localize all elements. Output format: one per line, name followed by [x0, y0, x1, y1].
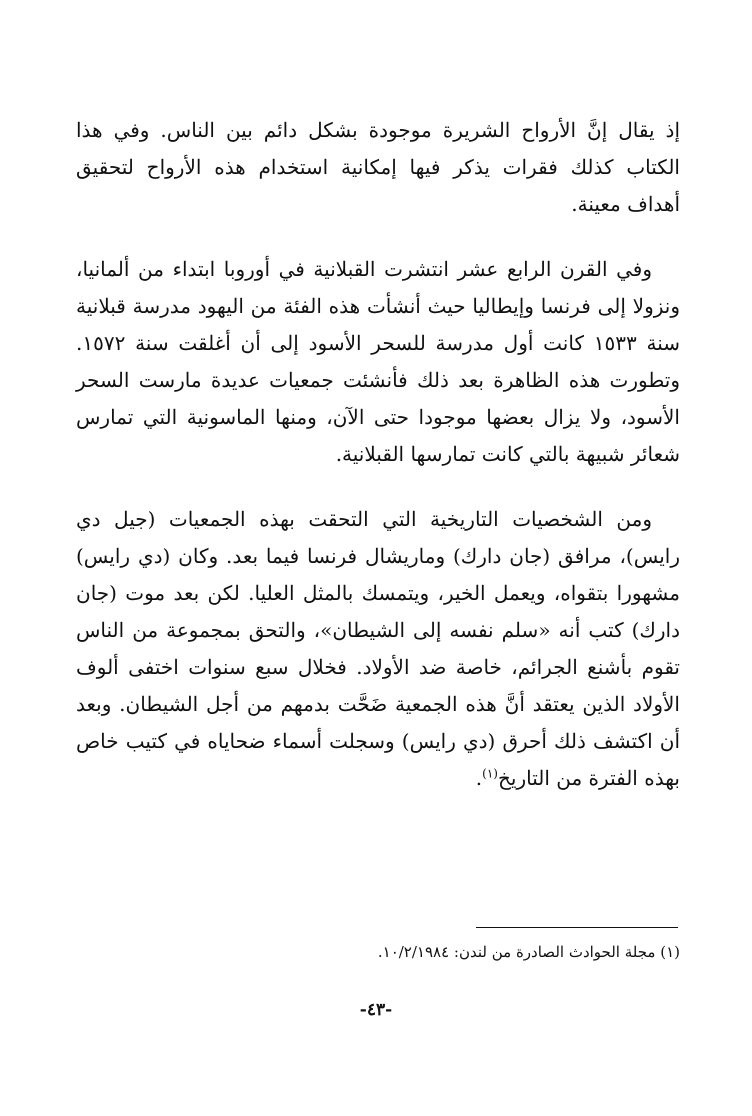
- footnote: (١) مجلة الحوادث الصادرة من لندن: ١٠/٢/١٩٨٤.: [377, 943, 680, 961]
- footnote-divider: [476, 927, 678, 928]
- footnote-reference: (١): [482, 766, 498, 781]
- paragraph-2: وفي القرن الرابع عشر انتشرت القبلانية في أوروبا ابتداء من ألمانيا، ونزولا إلى فرنسا وإيطاليا حيث أنشأت هذه الفئة من اليهود مدرسة قبلانية سنة ١٥٣٣ كانت أول مدرسة للسحر الأسود إلى أن أغلقت سنة ١٥٧٢. وتطورت هذه الظاهرة بعد ذلك فأنشئت جمعيات عديدة مارست السحر الأسود، ولا يزال بعضها موجودا حتى الآن، ومنها الماسونية التي تمارس شعائر شبيهة بالتي كانت تمارسها القبلانية.: [76, 257, 680, 466]
- page-number: -٤٣-: [359, 1000, 393, 1020]
- paragraph-3-text: ومن الشخصيات التاريخية التي التحقت بهذه الجمعيات (جيل دي رايس)، مرافق (جان دارك) وماريشال فرنسا فيما بعد. وكان (دي رايس) مشهورا بتقواه، ويعمل الخير، ويتمسك بالمثل العليا. لكن بعد موت (جان دارك) كتب أنه «سلم نفسه إلى الشيطان»، والتحق بمجموعة من الناس تقوم بأشنع الجرائم، خاصة ضد الأولاد. فخلال سبع سنوات اختفى ألوف الأولاد الذين يعتقد أنَّ هذه الجمعية ضَحَّت بدمهم من أجل الشيطان. وبعد أن اكتشف ذلك أحرق (دي رايس) وسجلت أسماء ضحاياه في كتيب خاص بهذه الفترة من التاريخ: [76, 507, 680, 790]
- body-text: [76, 112, 680, 825]
- paragraph-3-end: .: [475, 766, 483, 790]
- paragraph-3: [76, 501, 680, 797]
- paragraph-1: إذ يقال إنَّ الأرواح الشريرة موجودة بشكل دائم بين الناس. وفي هذا الكتاب كذلك فقرات يذكر فيها إمكانية استخدام هذه الأرواح لتحقيق أهداف معينة.: [76, 118, 680, 216]
